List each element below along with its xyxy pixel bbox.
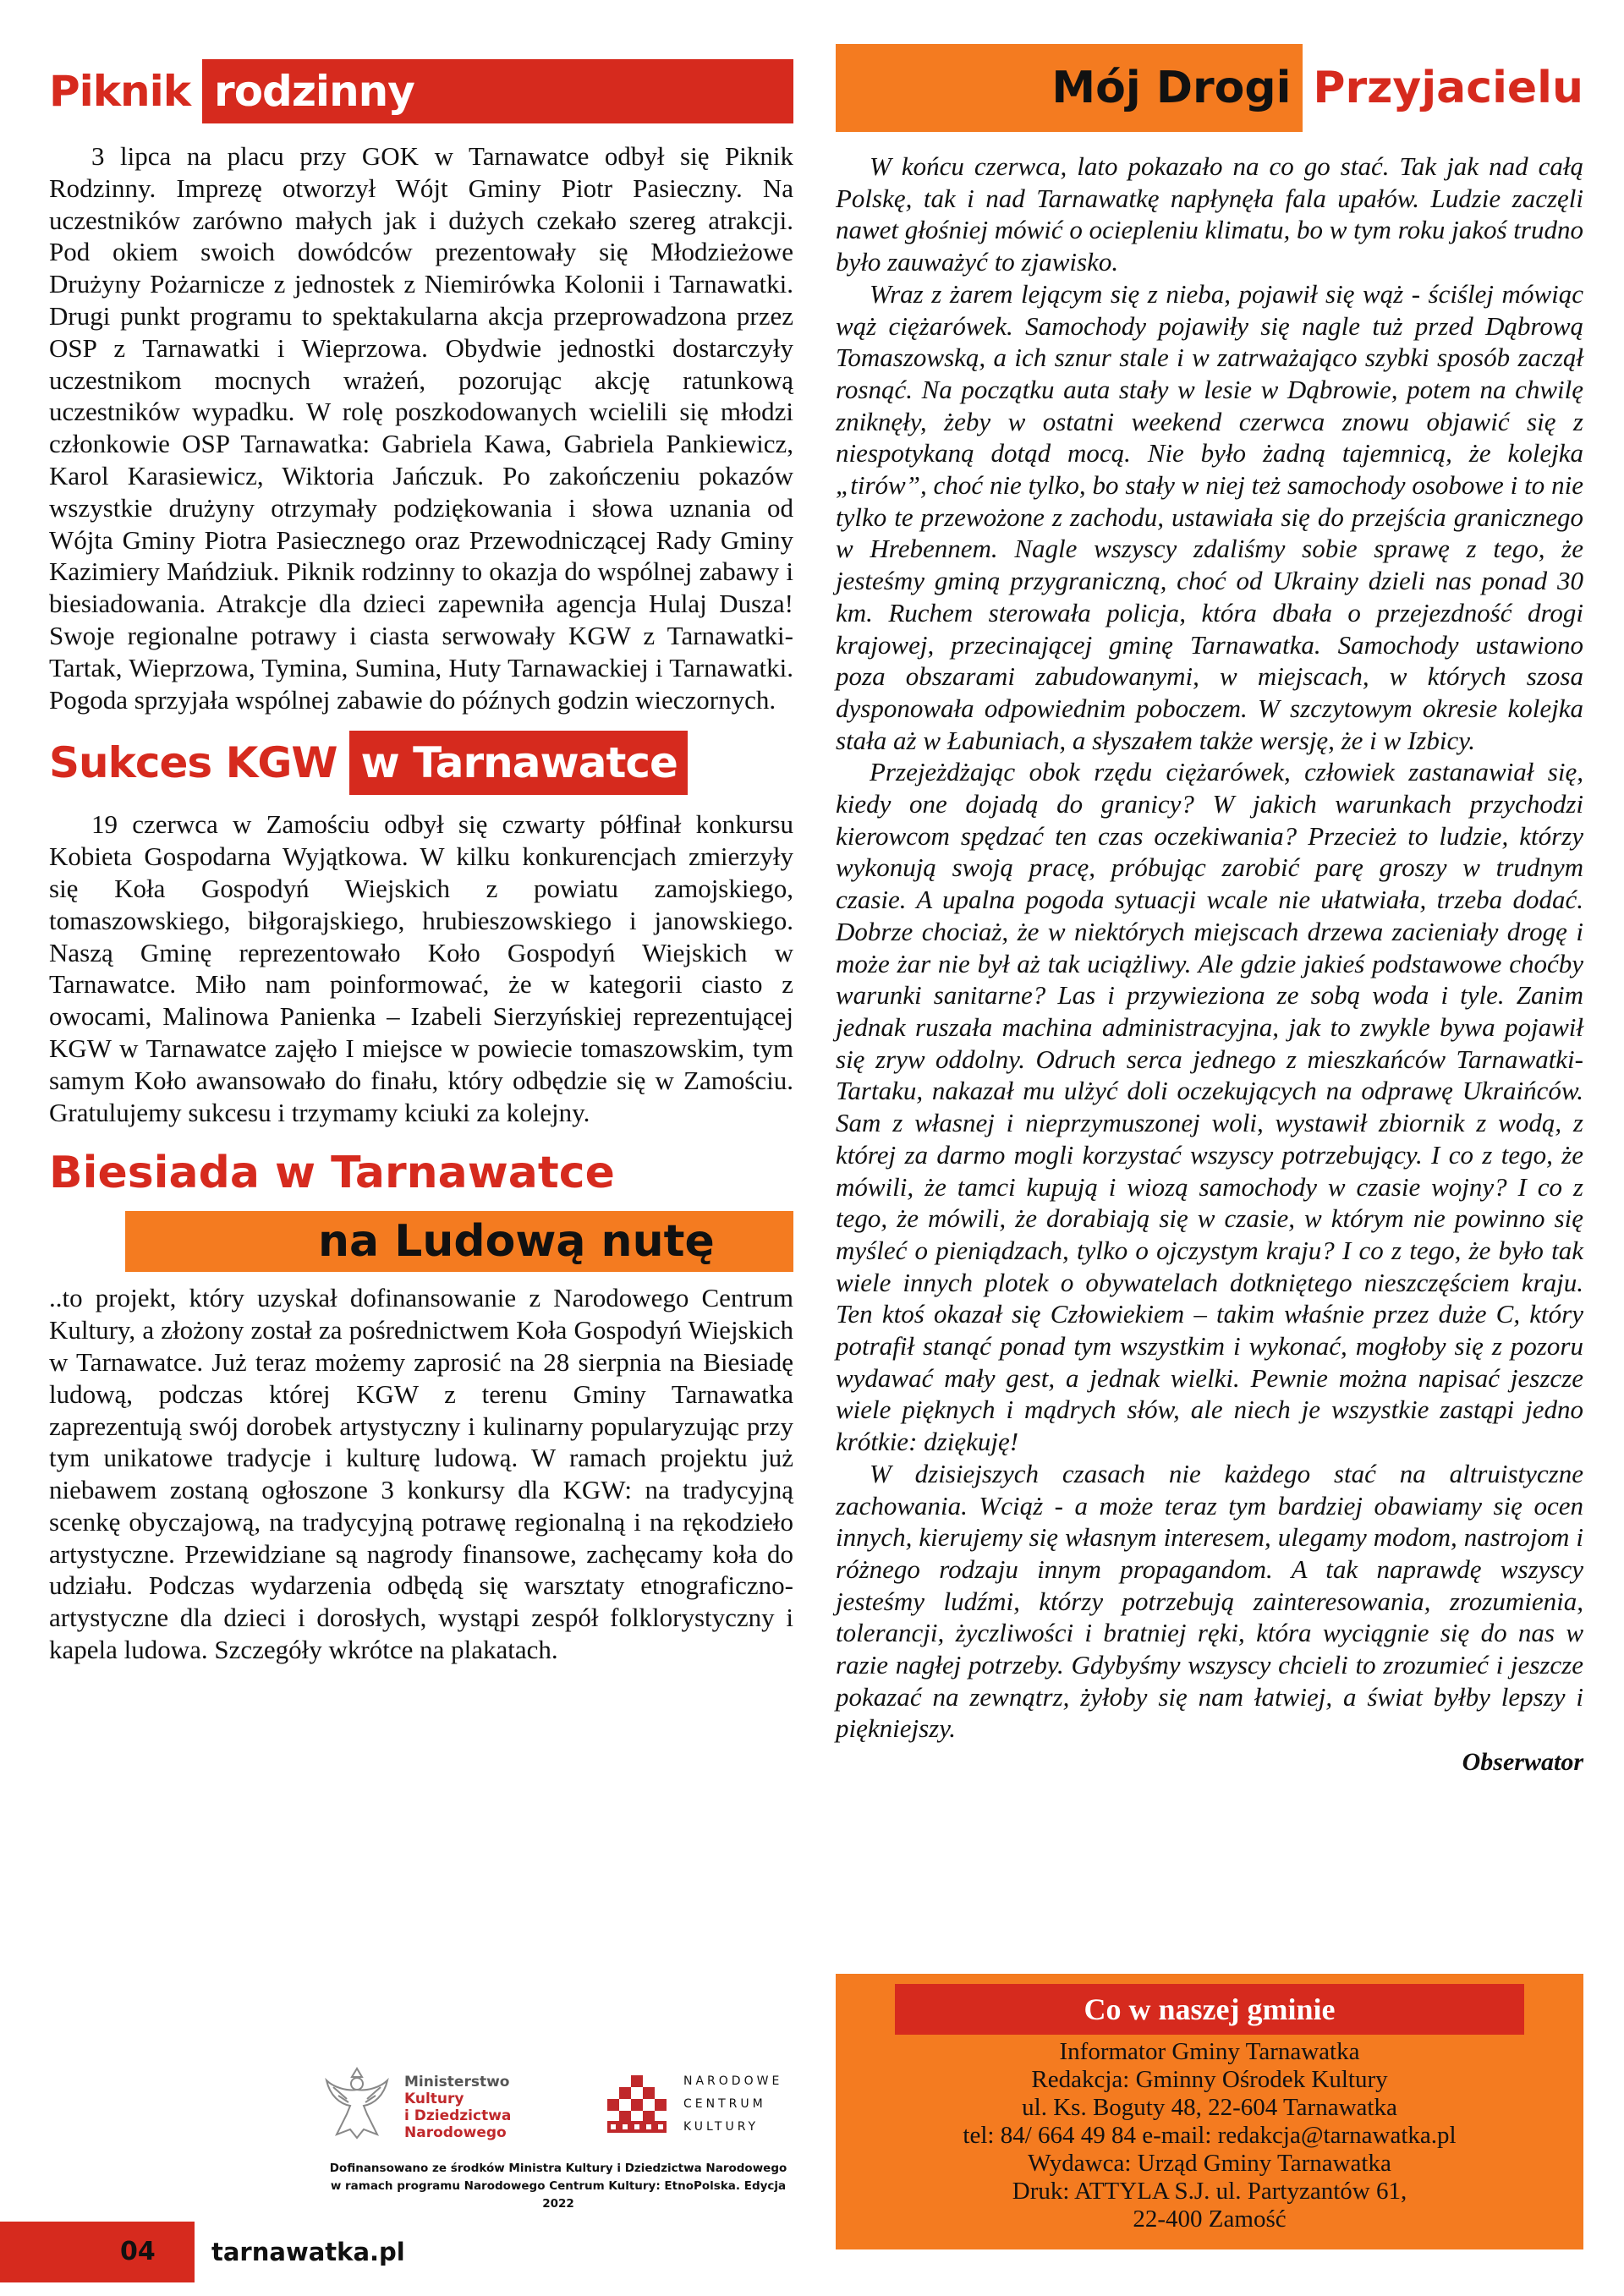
biesiada-subheading: na Ludową nutę	[125, 1211, 793, 1272]
info-box	[836, 1974, 1583, 2249]
funding-line: Dofinansowano ze środków Ministra Kultury i Dziedzictwa Narodowego	[329, 2162, 787, 2175]
nck-line: CENTRUM	[683, 2097, 766, 2111]
article-paragraph: Wraz z żarem lejącym się z nieba, pojawił się wąż - ściślej mówiąc wąż ciężarówek. Samochody pojawiły się nagle tuż przed Dąbrową Tomaszowską, a ich sznur stale i w zatrważająco szybki sposób zaczął rosnąć. Na początku auta stały w lesie w Dąbrowie, potem na chwilę zniknęły, żeby w ostatni weekend czerwca znowu objawić się z niespotykaną dotąd mocą. Nie było żadną tajemnicą, że kolejka „tirów”, choć nie tylko, bo stały w niej też samochody osobowe i to nie tylko te przewożone z zachodu, ustawiała się do przejścia granicznego w Hrebennem. Nagle wszyscy zdaliśmy sobie sprawę z tego, że jesteśmy gminą przygraniczną, choć od Ukrainy dzieli nas ponad 30 km. Ruchem sterowała policja, która dbała o przejezdność drogi krajowej, przecinającej gminę Tarnawatka. Samochody ustawiono poza obszarami zabudowanymi, w miejscach, w których szosa dysponowała odpowiednim poboczem. W szczytowym okresie kolejka stała aż w Łabuniach, a słyszałem także wersję, że i w Izbicy.	[836, 278, 1583, 755]
ministry-line: Ministerstwo	[404, 2074, 510, 2091]
article-paragraph: W dzisiejszych czasach nie każdego stać na altruistyczne zachowania. Wciąż - a może teraz tym bardziej obawiamy się ocen innych, kierujemy się własnym interesem, ulegamy modom, nastrojom i różnego rodzaju innym propagandom. A tak naprawdę wszyscy jesteśmy ludźmi, którzy potrzebują zainteresowania, zrozumienia, tolerancji, życzliwości i bratniej ręki, która wyciągnie się do nas w razie nagłej potrzeby. Gdybyśmy wszyscy chcieli to zrozumieć i jeszcze pokazać na zewnątrz, żyłoby się nam łatwiej, a świat byłby lepszy i piękniejszy.	[836, 1458, 1583, 1744]
article-paragraph: 19 czerwca w Zamościu odbył się czwarty półfinał konkursu Kobieta Gospodarna Wyjątkowa. W kilku konkurencjach zmierzyły się Koła Gospodyń Wiejskich z powiatu zamojskiego, tomaszowskiego, biłgorajskiego, hrubieszowskiego i janowskiego. Naszą Gminę reprezentowało Koło Gospodyń Wiejskich w Tarnawatce. Miło nam poinformować, że w kategorii ciasto z owocami, Malinowa Panienka – Izabeli Sierzyńskiej reprezentującej KGW w Tarnawatce zajęło I miejsce w powiecie tomaszowskim, tym samym Koło awansowało do finału, który odbędzie się w Zamościu. Gratulujemy sukcesu i trzymamy kciuki za kolejny.	[49, 809, 793, 1127]
sukces-heading	[49, 731, 793, 795]
right-column	[836, 44, 1583, 1777]
article-paragraph: 3 lipca na placu przy GOK w Tarnawatce odbył się Piknik Rodzinny. Imprezę otworzył Wójt Gminy Piotr Pasieczny. Na uczestników zarówno małych jak i dużych czekało szereg atrakcji. Pod okiem swoich dowódców prezentowały się Młodzieżowe Drużyny Pożarnicze z jednostek z Niemirówka Kolonii i Tarnawatki. Drugi punkt programu to spektakularna akcja przeprowadzona przez OSP z Tarnawatki i Wieprzowa. Obydwie jednostki dostarczyły uczestnikom mocnych wrażeń, pozorując akcję ratunkową uczestników wypadku. W rolę poszkodowanych wcielili się młodzi członkowie OSP Tarnawatka: Gabriela Kawa, Gabriela Pankiewicz, Karol Karasiewicz, Wiktoria Jańczuk. Po zakończeniu pokazów wszystkie drużyny otrzymały podziękowania i słowa uznania od Wójta Gminy Piotra Pasiecznego oraz Przewodniczącej Rady Gminy Kazimiery Mańdziuk. Piknik rodzinny to okazja do wspólnej zabawy i biesiadowania. Atrakcje dla dzieci zapewniła agencja Hulaj Dusza! Swoje regionalne potrawy i ciasta serwowały KGW z Tarnawatki-Tartak, Wieprzowa, Tymina, Sumina, Huty Tarnawackiej i Tarnawatki. Pogoda sprzyjała wspólnej zabawie do późnych godzin wieczornych.	[49, 141, 793, 715]
info-lines	[836, 2038, 1583, 2233]
sukces-article	[49, 808, 793, 1128]
piknik-heading	[49, 59, 793, 123]
nck-line: NARODOWE	[683, 2074, 783, 2088]
eagle-emblem-icon	[321, 2062, 392, 2143]
przyjacielu-article	[836, 151, 1583, 1745]
info-line: Informator Gminy Tarnawatka	[1059, 2038, 1360, 2065]
info-line: Redakcja: Gminny Ośrodek Kultury	[1031, 2066, 1388, 2093]
info-line: Druk: ATTYLA S.J. ul. Partyzantów 61,	[1012, 2178, 1407, 2205]
info-line: 22-400 Zamość	[1133, 2206, 1287, 2233]
heading-rest: Przyjacielu	[1313, 63, 1583, 113]
nck-line: KULTURY	[683, 2120, 760, 2134]
info-line: Wydawca: Urząd Gminy Tarnawatka	[1028, 2150, 1391, 2177]
funding-line: w ramach programu Narodowego Centrum Kultury: EtnoPolska. Edycja 2022	[330, 2179, 787, 2211]
biesiada-article	[49, 1282, 793, 1666]
przyjacielu-heading	[836, 44, 1583, 132]
nck-logo-text	[683, 2070, 782, 2139]
ministry-line: Kultury	[404, 2091, 464, 2107]
heading-boxed: w Tarnawatce	[349, 731, 688, 795]
sponsor-logos	[321, 2062, 795, 2146]
left-column	[49, 59, 793, 1666]
article-paragraph: ..to projekt, który uzyskał dofinansowanie z Narodowego Centrum Kultury, a złożony został za pośrednictwem Koła Gospodyń Wiejskich w Tarnawatce. Już teraz możemy zaprosić na 28 sierpnia na Biesiadę ludową, podczas której KGW z terenu Gminy Tarnawatka zaprezentują swój dorobek artystyczny i kulinarny popularyzując przy tym unikatowe tradycje i kulturę ludową. W ramach projektu już niebawem zostaną ogłoszone 3 konkursy dla KGW: na tradycyjną scenkę obyczajową, na tradycyjną potrawę regionalną i na rękodzieło artystyczne. Przewidziane są nagrody finansowe, zachęcamy koła do udziału. Podczas wydarzenia odbędą się warsztaty etnograficzno-artystyczne dla dzieci i dorosłych, wystąpi zespół folklorystyczny i kapela ludowa. Szczegóły wkrótce na plakatach.	[49, 1283, 793, 1665]
ministry-line: Narodowego	[404, 2124, 507, 2141]
nck-logo-icon	[607, 2074, 667, 2133]
info-line: ul. Ks. Boguty 48, 22-604 Tarnawatka	[1022, 2094, 1397, 2121]
article-paragraph: W końcu czerwca, lato pokazało na co go stać. Tak jak nad całą Polskę, tak i nad Tarnawatkę napłynęła fala upałów. Ludzie zaczęli nawet głośniej mówić o ociepleniu klimatu, bo w tym roku jakoś trudno było zauważyć to zjawisko.	[836, 151, 1583, 277]
piknik-article	[49, 140, 793, 715]
heading-plain: Sukces KGW	[49, 738, 337, 788]
site-link[interactable]: tarnawatka.pl	[211, 2238, 405, 2266]
heading-boxed: rodzinny	[202, 59, 793, 123]
biesiada-heading: Biesiada w Tarnawatce	[49, 1148, 615, 1199]
heading-orange: Mój Drogi	[836, 44, 1303, 132]
heading-plain: Piknik	[49, 67, 191, 116]
article-paragraph: Przejeżdżając obok rzędu ciężarówek, człowiek zastanawiał się, kiedy one dojadą do granicy? W jakich warunkach przychodzi kierowcom spędzać ten czas oczekiwania? Przecież to ludzie, którzy wykonują swoją pracę, próbując zarobić parę groszy w trudnym czasie. A upalna pogoda sytuacji wcale nie ułatwiała, trzeba dodać. Dobrze chociaż, że w niektórych miejscach drzewa zacieniały drogę i może żar nie był aż tak uciążliwy. Ale gdzie jakieś podstawowe choćby warunki sanitarne? Las i przywieziona ze sobą woda i tyle. Zanim jednak ruszała machina administracyjna, jak to zwykle bywa pojawił się zryw oddolny. Odruch serca jednego z mieszkańców Tarnawatki-Tartaku, nakazał mu ulżyć doli oczekujących na odprawę Ukraińców. Sam z własnej i nieprzymuszonej woli, wystawił zbiornik z wodą, z której za darmo mogli korzystać wszyscy potrzebujący. I co z tego, że mówili, że tamci kupują i wiozą samochody w czasie wojny? I co z tego, że mówili, że dorabiają się w czasie, w którym nie powinno się myśleć o pieniądzach, tylko o ojczystym kraju? I co z tego, że było tak wiele innych plotek o obywatelach dotkniętego nieszczęściem kraju. Ten ktoś okazał się Człowiekiem – takim właśnie przez duże C, który potrafił stanąć ponad tym wszystkim i wykonać, mogłoby się z pozoru wydawać mały gest, a jednak wielki. Pewnie można napisać jeszcze wiele pięknych i mądrych słów, ale niech je wszystkie zastąpi jedno krótkie: dziękuję!	[836, 757, 1583, 1457]
ministry-logo-text	[404, 2074, 511, 2141]
funding-note	[321, 2160, 795, 2213]
info-title: Co w naszej gminie	[895, 1984, 1524, 2035]
author-signature: Obserwator	[1462, 1748, 1583, 1777]
info-line: tel: 84/ 664 49 84 e-mail: redakcja@tarnawatka.pl	[963, 2122, 1457, 2149]
page-footer	[0, 2222, 440, 2282]
ministry-line: i Dziedzictwa	[404, 2107, 512, 2124]
page-number: 04	[120, 2237, 156, 2266]
